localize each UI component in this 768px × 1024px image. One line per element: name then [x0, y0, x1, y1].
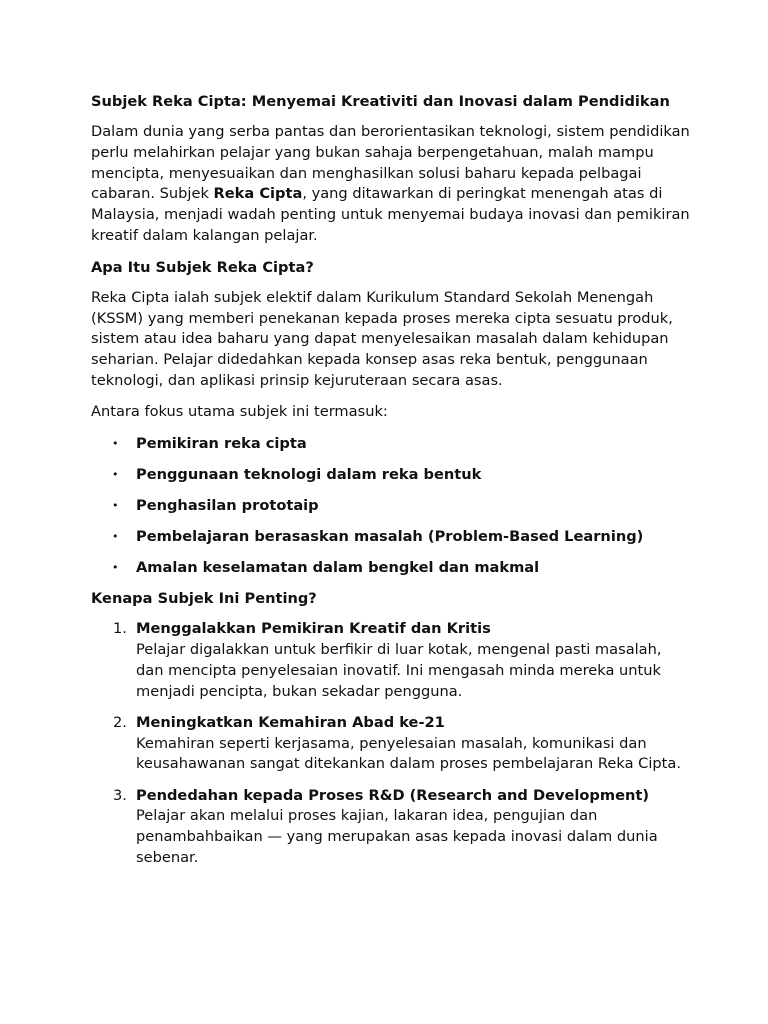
- bullet-marker: •: [112, 436, 119, 450]
- intro-paragraph: [91, 122, 691, 247]
- item-text: Pelajar digalakkan untuk berfikir di luar kotak, mengenal pasti masalah, dan mencipta penyelesaian inovatif. Ini mengasah minda mereka untuk menjadi pencipta, bukan sekadar pengguna.: [136, 641, 662, 700]
- bullet-marker: •: [112, 561, 119, 575]
- list-item: [91, 619, 691, 702]
- bullet-text: Pembelajaran berasaskan masalah (Problem-Based Learning): [136, 528, 644, 546]
- list-item: [91, 713, 691, 775]
- number-marker: 2.: [113, 713, 127, 731]
- item-title: Pendedahan kepada Proses R&D (Research and Development): [136, 786, 649, 804]
- bullet-text: Penggunaan teknologi dalam reka bentuk: [136, 465, 482, 483]
- intro-text-end: , yang ditawarkan di peringkat menengah atas di Malaysia, menjadi wadah penting untuk menyemai budaya inovasi dan pemikiran kreatif dalam kalangan pelajar.: [91, 185, 690, 244]
- bullet-marker: •: [112, 498, 119, 512]
- intro-text-start: Dalam dunia yang serba pantas dan berorientasikan teknologi, sistem pendidikan perlu melahirkan pelajar yang bukan sahaja berpengetahuan, malah mampu mencipta, menyesuaikan dan menghasilkan solusi baharu kepada pelbagai cabaran. Subjek: [91, 123, 690, 203]
- focus-intro: Antara fokus utama subjek ini termasuk:: [91, 402, 388, 420]
- bullet-text: Amalan keselamatan dalam bengkel dan makmal: [136, 559, 540, 577]
- bullet-marker: •: [112, 530, 119, 544]
- item-text: Pelajar akan melalui proses kajian, lakaran idea, pengujian dan penambahbaikan — yang merupakan asas kepada inovasi dalam dunia sebenar.: [136, 807, 658, 867]
- document-title: Subjek Reka Cipta: Menyemai Kreativiti dan Inovasi dalam Pendidikan: [91, 93, 670, 110]
- list-item: [91, 464, 691, 485]
- focus-bullet-list: [91, 433, 691, 579]
- list-item: [91, 557, 691, 578]
- item-title: Menggalakkan Pemikiran Kreatif dan Kritis: [136, 620, 491, 638]
- bullet-text: Penghasilan prototaip: [136, 496, 319, 514]
- bullet-marker: •: [112, 467, 119, 481]
- section-paragraph-what-is: Reka Cipta ialah subjek elektif dalam Kurikulum Standard Sekolah Menengah (KSSM) yang memberi penekanan kepada proses mereka cipta sesuatu produk, sistem atau idea baharu yang dapat menyelesaikan masalah dalam kehidupan seharian. Pelajar didedahkan kepada konsep asas reka bentuk, penggunaan teknologi, dan aplikasi prinsip kejuruteraan secara asas.: [91, 288, 673, 389]
- list-item: [91, 433, 691, 454]
- intro-bold-term: Reka Cipta: [213, 185, 303, 203]
- section-heading-what-is: Apa Itu Subjek Reka Cipta?: [91, 258, 314, 276]
- section-heading-why-important: Kenapa Subjek Ini Penting?: [91, 590, 317, 608]
- item-text: Kemahiran seperti kerjasama, penyelesaian masalah, komunikasi dan keusahawanan sangat ditekankan dalam proses pembelajaran Reka Cipta.: [136, 734, 681, 773]
- list-item: [91, 786, 691, 869]
- number-marker: 1.: [113, 620, 127, 638]
- list-item: [91, 526, 691, 547]
- item-title: Meningkatkan Kemahiran Abad ke-21: [136, 713, 445, 731]
- bullet-text: Pemikiran reka cipta: [136, 434, 307, 452]
- list-item: [91, 495, 691, 516]
- importance-numbered-list: [91, 619, 691, 869]
- document-page: [91, 91, 691, 879]
- number-marker: 3.: [113, 786, 127, 804]
